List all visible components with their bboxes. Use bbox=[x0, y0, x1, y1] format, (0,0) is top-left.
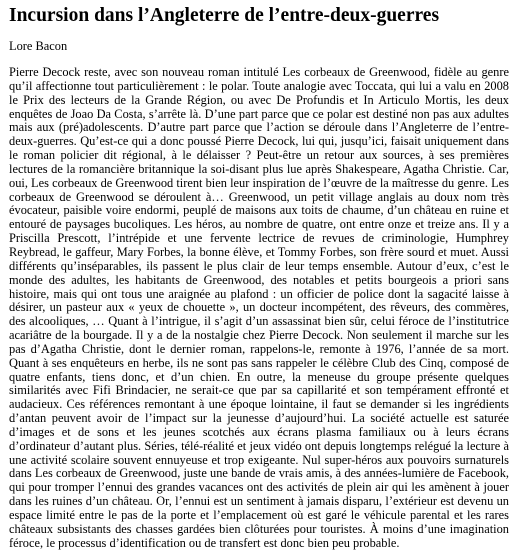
article-author: Lore Bacon bbox=[9, 39, 68, 53]
article-body: Pierre Decock reste, avec son nouveau roman intitulé Les corbeaux de Greenwood, fidèle au genre qu’il affectionne tout particulièrement : le polar. Toute analogie avec Toccata, qui lui a valu en 2008 le Prix des lecteurs de la Grande Région, ou avec De Profundis et In Articulo Mortis, les deux enquêtes de Joao Da Costa, s’arrête là. D’une part parce que ce polar est destiné non pas aux adultes mais aux (pré)adolescents. D’autre part parce que l’action se déroule dans l’Angleterre de l’entre-deux-guerres. Qu’est-ce qui a donc poussé Pierre Decock, lui qui, jusqu’ici, faisait uniquement dans le roman policier dit régional, à le délaisser ? Peut-être un retour aux sources, à ses premières lectures de la romancière britannique la soi-disant plus lue après Shakespeare, Agatha Christie. Car, oui, Les corbeaux de Greenwood tirent bien leur inspiration de l’œuvre de la maîtresse du genre. Les corbeaux de Greenwood se déroulent à… Greenwood, un petit village anglais au doux nom très évocateur, paisible voire endormi, peuplé de maisons aux toits de chaume, d’un château en ruine et entouré de paysages bucoliques. Les héros, au nombre de quatre, ont entre onze et treize ans. Il y a Priscilla Prescott, l’intrépide et une fervente lectrice de revues de criminologie, Humphrey Reybread, le gaffeur, Mary Forbes, la bonne élève, et Tommy Forbes, son frère sourd et muet. Aussi différents qu’inséparables, ils passent le plus clair de leur temps ensemble. Autour d’eux, c’est le monde des adultes, les habitants de Greenwood, des notables et petits bourgeois a priori sans histoire, mais qui ont tous une araignée au plafond : un officier de police dont la sagacité laisse à désirer, un pasteur aux « yeux de chouette », un docteur incompétent, des rêveurs, des commères, des alcooliques, … Quant à l’intrigue, il s’agit d’un assassinat bien sûr, celui féroce de l’institutrice acariâtre de la bourgade. Il y a de la nostalgie chez Pierre Decock. Non seulement il marche sur les pas d’Agatha Christie, dont le dernier roman, rappelons-le, remonte à 1976, l’année de sa mort. Quant à ses enquêteurs en herbe, ils ne sont pas sans rappeler le célèbre Club des Cinq, composé de quatre enfants, tiens donc, et d’un chien. En outre, la meneuse du groupe présente quelques similarités avec Fifi Brindacier, ne serait-ce que par sa capillarité et son tempérament effronté et audacieux. Ces références remontant à une époque lointaine, il faut se demander si les ingrédients d’antan peuvent avoir de l’impact sur la jeunesse d’aujourd’hui. La société actuelle est saturée d’images et de sons et les jeunes scotchés aux écrans plasma familiaux ou à leurs écrans d’ordinateur d’autant plus. Séries, télé-réalité et jeux vidéo ont depuis longtemps relégué la lecture à une activité scolaire souvent ennuyeuse et trop exigeante. Nul super-héros aux pouvoirs surnaturels dans Les corbeaux de Greenwood, juste une bande de vrais amis, à des années-lumière de Facebook, qui pour tromper l’ennui des grandes vacances ont des activités de plein air qui les amènent à jouer dans les ruines d’un château. Or, l’ennui est un sentiment à jamais disparu, l’extérieur est devenu un espace limité entre le pas de la porte et l’emplacement où est garé le véhicule parental et les rares châteaux subsistants des chasses gardées bien clôturées pour touristes. À moins d’une imagination féroce, le processus d’identification ou de transfert est donc bien peu probable. bbox=[9, 65, 509, 550]
article-title: Incursion dans l’Angleterre de l’entre-deux-guerres bbox=[9, 5, 440, 26]
